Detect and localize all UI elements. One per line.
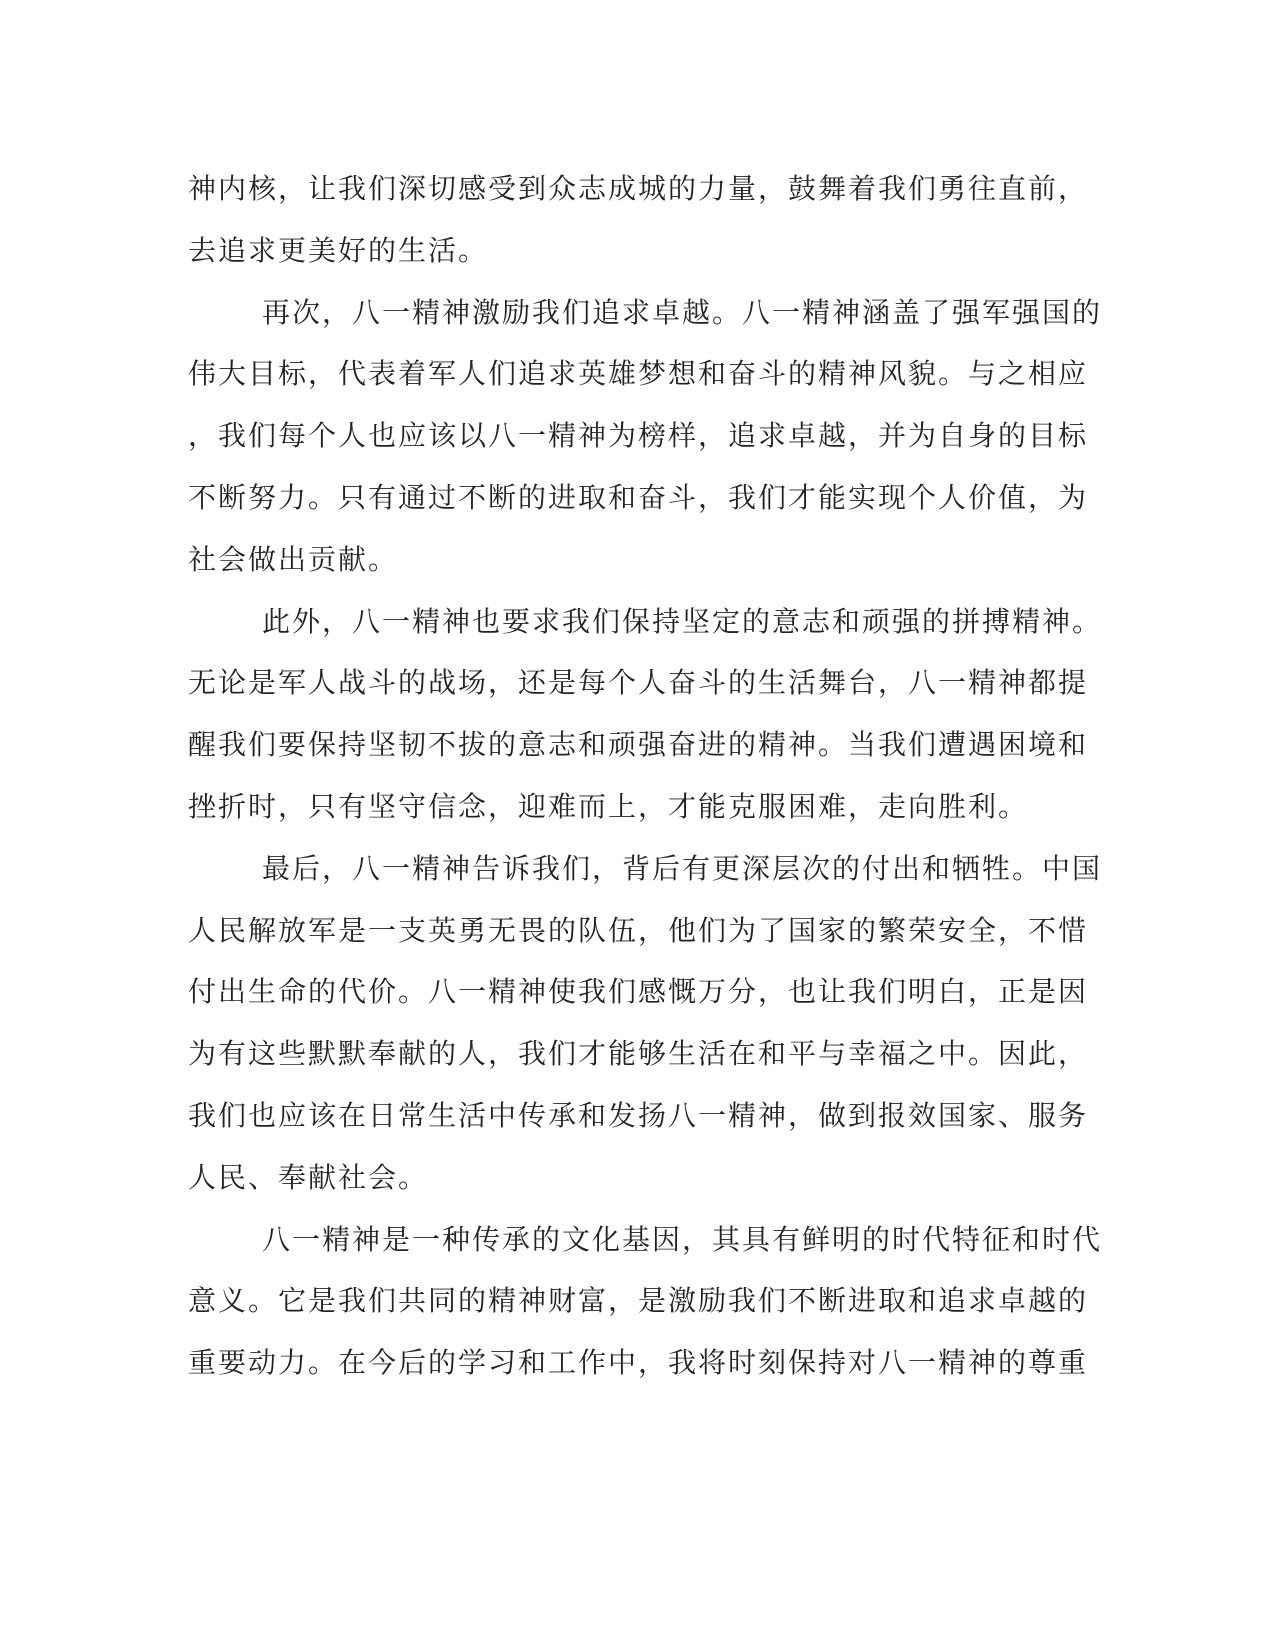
- text-line: 醒我们要保持坚韧不拔的意志和顽强奋进的精神。当我们遭遇困境和: [188, 728, 1089, 762]
- paragraph-start-line: 最后，八一精神告诉我们，背后有更深层次的付出和牺牲。中国: [262, 851, 1103, 885]
- text-line: 挫折时，只有坚守信念，迎难而上，才能克服困难，走向胜利。: [188, 789, 1029, 823]
- text-line: 无论是军人战斗的战场，还是每个人奋斗的生活舞台，八一精神都提: [188, 666, 1089, 700]
- text-line: 人民、奉献社会。: [188, 1160, 429, 1194]
- text-line: ，我们每个人也应该以八一精神为榜样，追求卓越，并为自身的目标: [188, 419, 1089, 453]
- text-line: 去追求更美好的生活。: [188, 233, 489, 267]
- body-text: [188, 158, 1103, 1394]
- paragraph-start-line: 此外，八一精神也要求我们保持坚定的意志和顽强的拼搏精神。: [262, 604, 1103, 638]
- text-line: 为有这些默默奉献的人，我们才能够生活在和平与幸福之中。因此，: [188, 1037, 1089, 1071]
- text-line: 不断努力。只有通过不断的进取和奋斗，我们才能实现个人价值，为: [188, 480, 1089, 514]
- text-line: 社会做出贡献。: [188, 542, 399, 576]
- text-line: 我们也应该在日常生活中传承和发扬八一精神，做到报效国家、服务: [188, 1098, 1089, 1132]
- text-line: 伟大目标，代表着军人们追求英雄梦想和奋斗的精神风貌。与之相应: [188, 357, 1089, 391]
- paragraph-start-line: 再次，八一精神激励我们追求卓越。八一精神涵盖了强军强国的: [262, 295, 1103, 329]
- text-line: 重要动力。在今后的学习和工作中，我将时刻保持对八一精神的尊重: [188, 1346, 1089, 1380]
- text-line: 意义。它是我们共同的精神财富，是激励我们不断进取和追求卓越的: [188, 1284, 1089, 1318]
- text-line: 神内核，让我们深切感受到众志成城的力量，鼓舞着我们勇往直前，: [188, 172, 1089, 205]
- text-line: 人民解放军是一支英勇无畏的队伍，他们为了国家的繁荣安全，不惜: [188, 913, 1089, 947]
- paragraph-start-line: 八一精神是一种传承的文化基因，其具有鲜明的时代特征和时代: [262, 1222, 1103, 1256]
- text-line: 付出生命的代价。八一精神使我们感慨万分，也让我们明白，正是因: [188, 975, 1089, 1009]
